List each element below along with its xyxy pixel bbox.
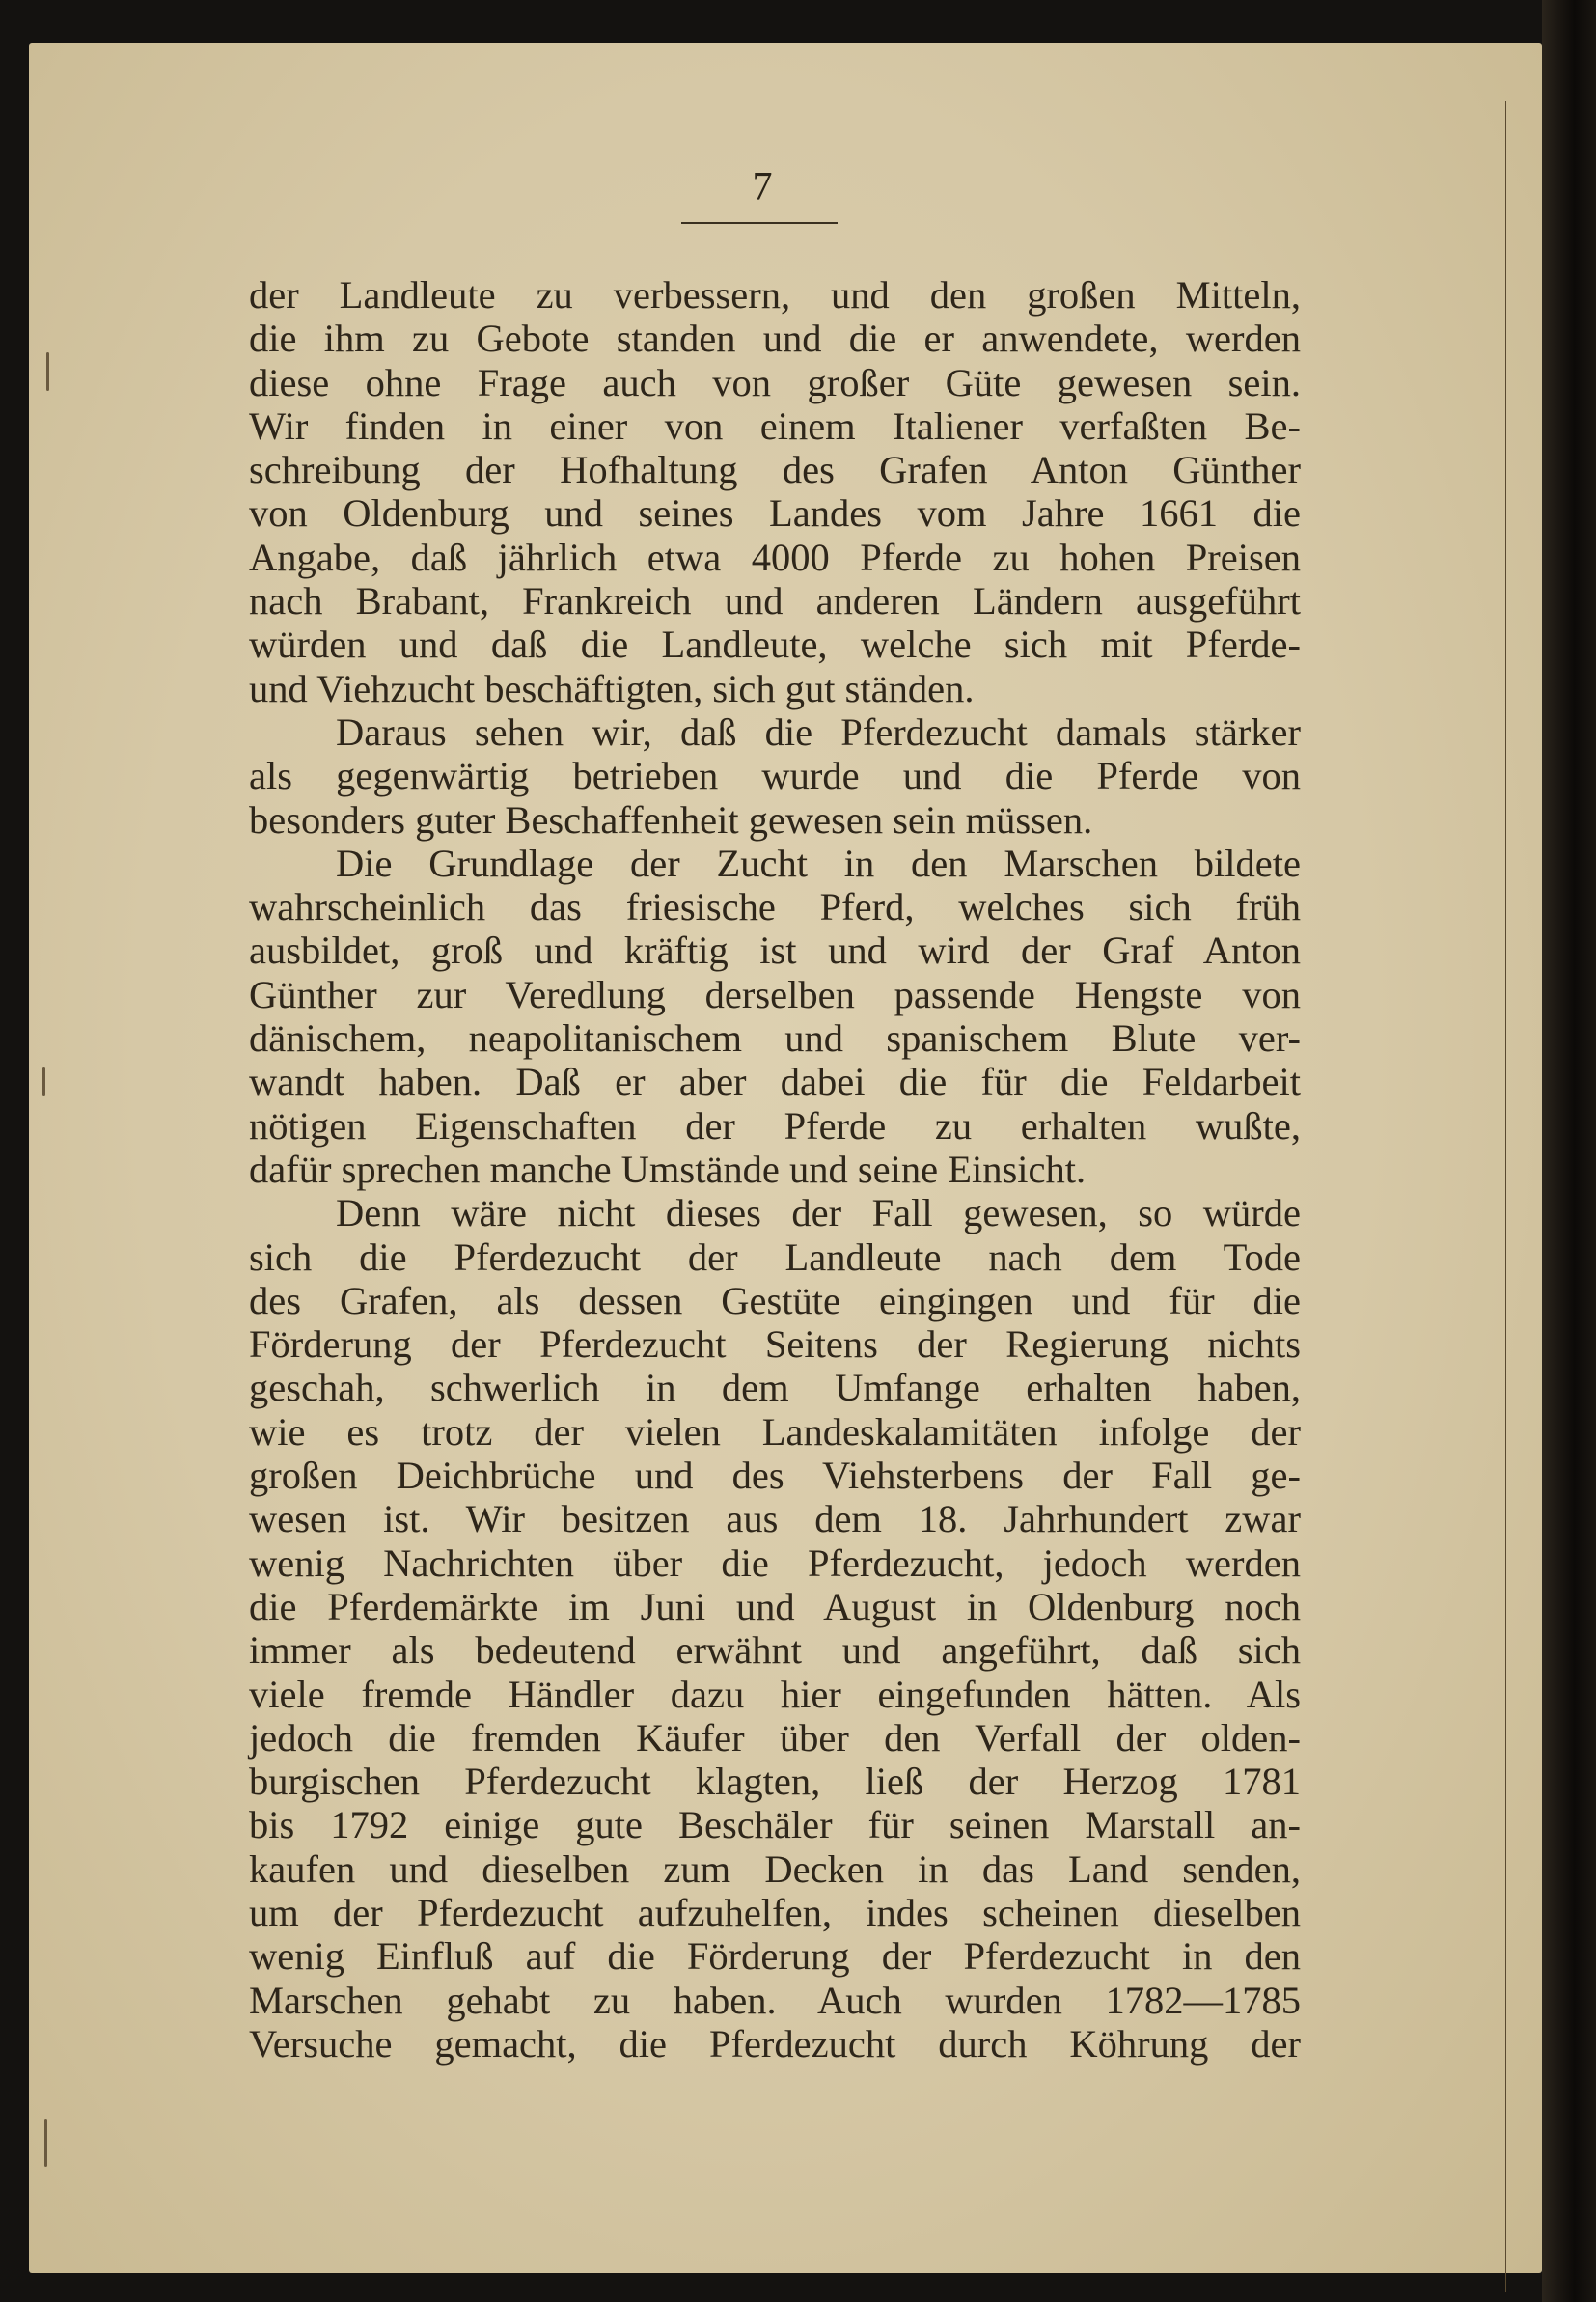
text-line: ausbildet, groß und kräftig ist und wird der Graf Anton — [249, 929, 1301, 973]
text-line: Wir finden in einer von einem Italiener verfaßten Be- — [249, 403, 1301, 448]
text-line: der Landleute zu verbessern, und den großen Mitteln, — [249, 273, 1301, 317]
text-line: wenig Nachrichten über die Pferdezucht, jedoch werden — [249, 1540, 1301, 1585]
text-line: die ihm zu Gebote standen und die er anwendete, werden — [249, 317, 1301, 361]
text-line: von Oldenburg und seines Landes vom Jahre 1661 die — [249, 491, 1301, 536]
text-line: bis 1792 einige gute Beschäler für seinen Marstall an- — [249, 1803, 1301, 1847]
text-line: des Grafen, als dessen Gestüte eingingen und für die — [249, 1278, 1301, 1322]
text-line: die Pferdemärkte im Juni und August in Oldenburg noch — [249, 1584, 1301, 1628]
margin-speck — [44, 2119, 47, 2167]
text-line: sich die Pferdezucht der Landleute nach dem Tode — [249, 1234, 1301, 1279]
text-line: dafür sprechen manche Umstände und seine Einsicht. — [249, 1147, 1087, 1191]
text-line: um der Pferdezucht aufzuhelfen, indes scheinen dieselben — [249, 1890, 1301, 1934]
text-line: als gegenwärtig betrieben wurde und die Pferde von — [249, 754, 1301, 798]
text-line: geschah, schwerlich in dem Umfange erhalten haben, — [249, 1366, 1301, 1410]
text-line: wesen ist. Wir besitzen aus dem 18. Jahrhundert zwar — [249, 1497, 1301, 1541]
page-edge-line — [1505, 101, 1506, 2292]
text-line: nötigen Eigenschaften der Pferde zu erhalten wußte, — [249, 1103, 1301, 1148]
text-line: Denn wäre nicht dieses der Fall gewesen, so würde — [336, 1191, 1301, 1235]
text-line: nach Brabant, Frankreich und anderen Ländern ausgeführt — [249, 579, 1301, 624]
text-line: immer als bedeutend erwähnt und angeführt, daß sich — [249, 1628, 1301, 1673]
text-line: Marschen gehabt zu haben. Auch wurden 1782—1785 — [249, 1978, 1301, 2022]
text-line: dänischem, neapolitanischem und spanischem Blute ver- — [249, 1016, 1301, 1061]
text-line: und Viehzucht beschäftigten, sich gut ständen. — [249, 666, 975, 710]
body-text — [249, 273, 1301, 2066]
text-line: großen Deichbrüche und des Viehsterbens der Fall ge- — [249, 1454, 1301, 1498]
text-line: wie es trotz der vielen Landeskalamitäten infolge der — [249, 1409, 1301, 1454]
text-line: jedoch die fremden Käufer über den Verfall der olden- — [249, 1715, 1301, 1760]
text-line: Günther zur Veredlung derselben passende Hengste von — [249, 972, 1301, 1016]
text-line: Versuche gemacht, die Pferdezucht durch Köhrung der — [249, 2021, 1301, 2066]
text-line: Förderung der Pferdezucht Seitens der Regierung nichts — [249, 1322, 1301, 1367]
text-line: Angabe, daß jährlich etwa 4000 Pferde zu hohen Preisen — [249, 535, 1301, 579]
text-line: wahrscheinlich das friesische Pferd, welches sich früh — [249, 885, 1301, 929]
book-binding-edge — [1542, 0, 1596, 2302]
text-line: diese ohne Frage auch von großer Güte gewesen sein. — [249, 360, 1301, 404]
margin-speck — [42, 1067, 45, 1096]
margin-speck — [46, 352, 49, 391]
text-line: besonders guter Beschaffenheit gewesen sein müssen. — [249, 797, 1093, 842]
text-line: burgischen Pferdezucht klagten, ließ der Herzog 1781 — [249, 1760, 1301, 1804]
text-line: kaufen und dieselben zum Decken in das Land senden, — [249, 1846, 1301, 1891]
text-line: wenig Einfluß auf die Förderung der Pferdezucht in den — [249, 1934, 1301, 1979]
text-line: schreibung der Hofhaltung des Grafen Anton Günther — [249, 448, 1301, 492]
text-line: würden und daß die Landleute, welche sich mit Pferde- — [249, 623, 1301, 667]
header-rule — [681, 222, 838, 224]
text-line: Die Grundlage der Zucht in den Marschen bildete — [336, 841, 1301, 885]
text-line: wandt haben. Daß er aber dabei die für die Feldarbeit — [249, 1060, 1301, 1104]
page-number: 7 — [752, 165, 773, 209]
text-line: Daraus sehen wir, daß die Pferdezucht damals stärker — [336, 709, 1301, 754]
text-line: viele fremde Händler dazu hier eingefunden hätten. Als — [249, 1672, 1301, 1716]
